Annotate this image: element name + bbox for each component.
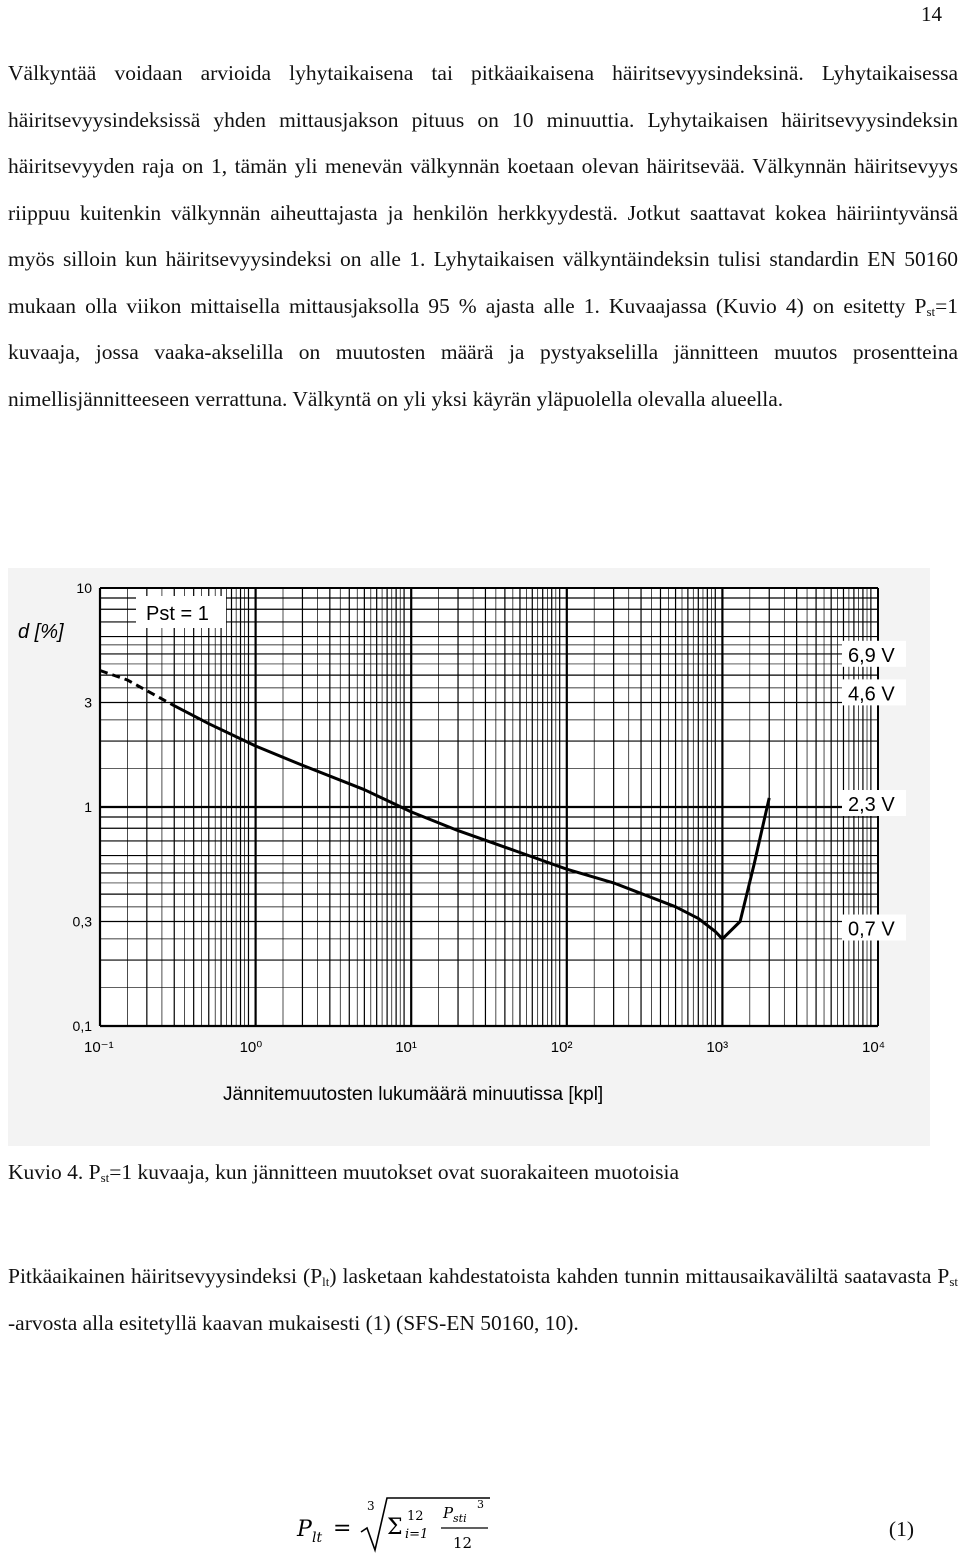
formula-sum: Σ (387, 1515, 403, 1540)
plt-formula (295, 1488, 515, 1558)
x-tick-label: 10⁻¹ (84, 1039, 114, 1056)
x-tick-label: 10³ (706, 1039, 729, 1056)
intro-paragraph (8, 50, 958, 422)
pst-chart (8, 568, 930, 1146)
y-tick-label: 3 (84, 694, 92, 711)
formula-term-power: 3 (477, 1498, 484, 1511)
formula-sum-upper: 12 (407, 1509, 424, 1524)
plt-text-3: -arvosta alla esitetyllä kaavan mukaisesti (1) (SFS-EN 50160, 10). (8, 1310, 579, 1335)
formula-denominator: 12 (453, 1534, 473, 1552)
y-tick-label: 0,1 (72, 1018, 92, 1034)
intro-text-1: Välkyntää voidaan arvioida lyhytaikaisena tai pitkäaikaisena häiritsevyysindeksinä. Lyhytaikaisessa häiritsevyysindeksissä yhden mittausjakson pituus on 10 minuuttia. Lyhytaikaisen häiritsevyysindeksin häiritsevyyden raja on 1, tämän yli menevän välkynnän koetaan olevan häiritsevää. Välkynnän häiritsevyys riippuu kuitenkin välkynnän aiheuttajasta ja henkilön herkkyydestä. Jotkut saattavat kokea häiriintyvänsä myös silloin kun häiritsevyysindeksi on alle 1. Lyhytaikaisen välkyntäindeksin tulisi standardin EN 50160 mukaan olla viikon mittaisella mittausjaksolla 95 % ajasta alle 1. Kuvaajassa (Kuvio 4) on esitetty P (8, 61, 958, 318)
voltage-label: 0,7 V (848, 918, 895, 941)
formula-term-sub: sti (453, 1512, 467, 1525)
grid-lines (100, 588, 878, 1026)
plt-text-1: Pitkäaikainen häiritsevyysindeksi (P (8, 1264, 323, 1288)
x-tick-label: 10¹ (395, 1039, 417, 1056)
x-tick-label: 10⁰ (239, 1039, 263, 1056)
x-tick-label: 10² (550, 1039, 573, 1056)
intro-text-2: =1 kuvaaja, jossa vaaka-akselilla on muutosten määrä ja pystyakselilla jännitteen muutos prosentteina nimellisjännitteeseen verrattuna. Välkyntä on yli yksi käyrän yläpuolella olevalla alueella. (8, 293, 958, 411)
formula-equals: = (333, 1516, 352, 1541)
legend (136, 596, 226, 628)
page-number: 14 (921, 2, 942, 26)
figure-caption (8, 1160, 679, 1185)
plt-subscript-st: st (949, 1274, 958, 1289)
formula-term: P (443, 1504, 454, 1522)
formula-lhs-sub: lt (312, 1530, 323, 1546)
pst-chart-figure (8, 568, 930, 1146)
caption-subscript: st (100, 1170, 110, 1185)
formula-root-index: 3 (367, 1499, 375, 1513)
plt-paragraph (8, 1253, 958, 1346)
voltage-label: 2,3 V (848, 794, 895, 816)
intro-subscript: st (926, 303, 936, 319)
x-tick-label: 10⁴ (862, 1039, 886, 1056)
y-tick-label: 10 (76, 580, 92, 596)
formula-sum-lower: i=1 (405, 1527, 429, 1542)
caption-text-1: Kuvio 4. P (8, 1160, 101, 1184)
y-axis-label: d [%] (18, 621, 64, 643)
equation-number: (1) (888, 1517, 914, 1541)
formula-lhs: P (297, 1517, 312, 1542)
plt-subscript-lt: lt (322, 1274, 330, 1289)
voltage-label: 4,6 V (848, 683, 895, 706)
x-axis-label: Jännitemuutosten lukumäärä minuutissa [kpl] (223, 1084, 604, 1105)
voltage-label: 6,9 V (848, 644, 895, 667)
caption-text-2: =1 kuvaaja, kun jännitteen muutokset ovat suorakaiteen muotoisia (109, 1160, 680, 1184)
plt-text-2: ) lasketaan kahdestatoista kahden tunnin mittausaikaväliltä saatavasta P (329, 1264, 950, 1288)
legend-label: Pst = 1 (146, 603, 209, 625)
y-tick-label: 0,3 (72, 913, 92, 930)
y-tick-label: 1 (84, 799, 92, 815)
